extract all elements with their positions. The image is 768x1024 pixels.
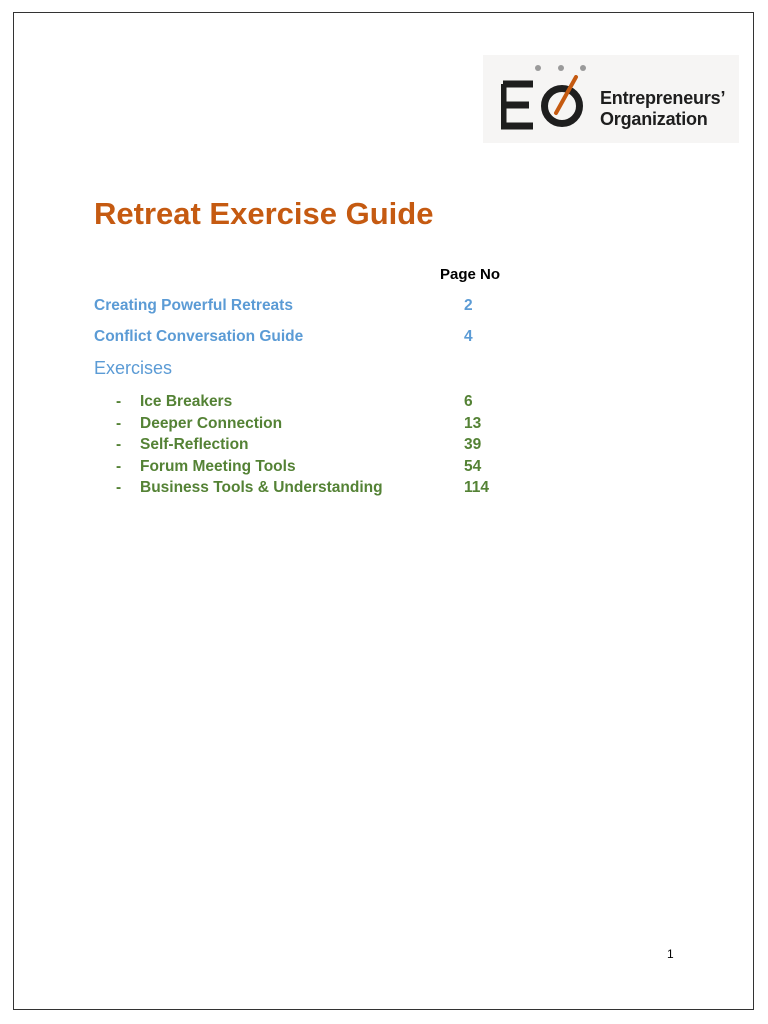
toc-entry-label: Creating Powerful Retreats — [94, 297, 293, 314]
logo-wordmark — [600, 88, 725, 130]
exercise-page: 6 — [464, 393, 473, 410]
exercise-page: 39 — [464, 436, 482, 453]
eo-logo — [483, 55, 739, 143]
exercises-heading: Exercises — [94, 358, 173, 378]
bullet-dash: - — [116, 436, 122, 453]
exercise-label: Deeper Connection — [140, 415, 283, 432]
logo-dot — [558, 65, 564, 71]
exercise-page: 54 — [464, 458, 482, 475]
logo-name-line1: Entrepreneurs’ — [600, 88, 726, 108]
exercise-page: 13 — [464, 415, 482, 432]
toc-entry-page: 4 — [464, 328, 473, 345]
eo-logo-mark — [501, 75, 591, 133]
exercise-label: Ice Breakers — [140, 393, 233, 410]
exercise-label: Forum Meeting Tools — [140, 458, 296, 475]
page-number: 1 — [667, 947, 674, 961]
document-title: Retreat Exercise Guide — [94, 196, 434, 231]
logo-dot — [580, 65, 586, 71]
toc-entry[interactable] — [94, 328, 473, 346]
logo-dot — [535, 65, 541, 71]
exercise-label: Self-Reflection — [140, 436, 249, 453]
exercise-label: Business Tools & Understanding — [140, 479, 383, 496]
bullet-dash: - — [116, 458, 122, 475]
toc-entry[interactable] — [94, 297, 473, 315]
bullet-dash: - — [116, 415, 122, 432]
exercise-page: 114 — [464, 479, 490, 496]
logo-name-line2: Organization — [600, 109, 708, 129]
page-no-header: Page No — [440, 266, 501, 283]
page-border — [13, 12, 754, 1010]
toc-entry-page: 2 — [464, 297, 473, 314]
toc-entry-label: Conflict Conversation Guide — [94, 328, 304, 345]
bullet-dash: - — [116, 393, 122, 410]
bullet-dash: - — [116, 479, 122, 496]
